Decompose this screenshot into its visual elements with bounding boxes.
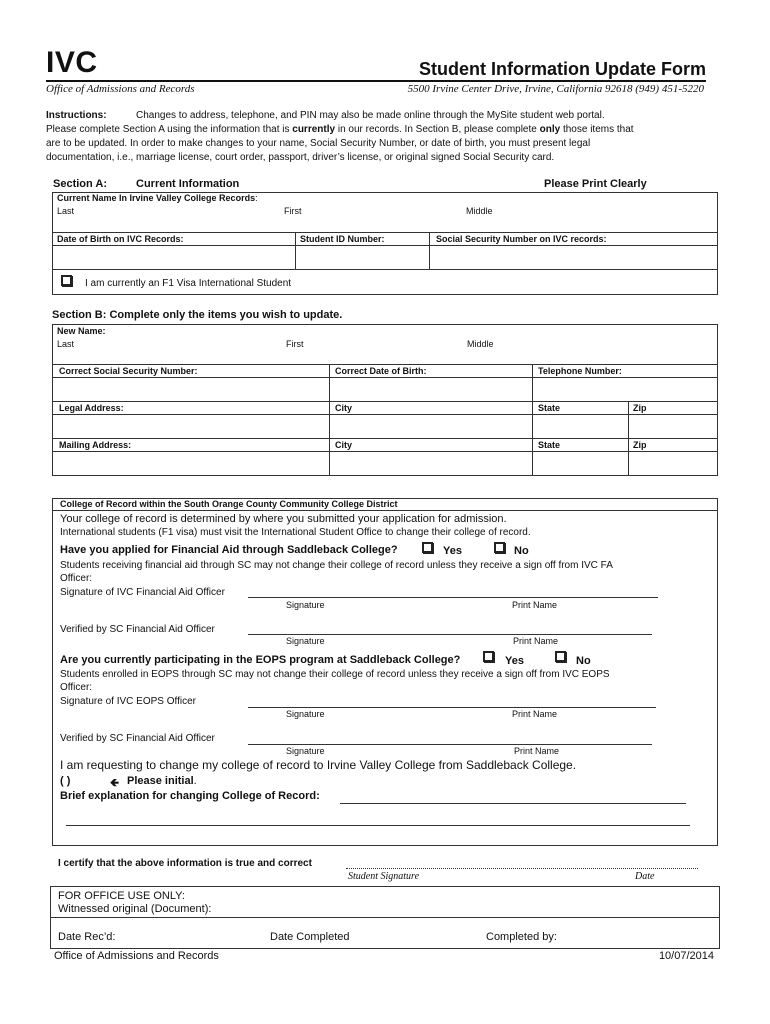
mailing-city-label: City (335, 440, 353, 450)
mailing-address-label: Mailing Address: (59, 440, 132, 450)
legal-zip-label: Zip (633, 403, 647, 413)
mailing-zip-field[interactable] (629, 452, 718, 475)
mailing-zip-label: Zip (633, 440, 647, 450)
completed-by-label: Completed by: (486, 931, 557, 943)
ivc-fa-officer-label: Signature of IVC Financial Aid Officer (60, 587, 225, 598)
college-record-line1: Your college of record is determined by where you submitted your application for admission. (60, 513, 507, 525)
correct-dob-label: Correct Date of Birth: (335, 366, 427, 376)
legal-zip-field[interactable] (629, 415, 718, 437)
ivc-eops-signature-caption: Signature (286, 709, 325, 719)
mailing-city-field[interactable] (330, 452, 531, 475)
student-id-field[interactable] (296, 246, 429, 268)
ivc-fa-signature-caption: Signature (286, 600, 325, 610)
please-initial-label: Please initial. (127, 775, 197, 787)
fa-yes-label: Yes (443, 545, 462, 557)
fa-question: Have you applied for Financial Aid through Saddleback College? (60, 544, 398, 556)
telephone-label: Telephone Number: (538, 366, 622, 376)
mailing-state-field[interactable] (533, 452, 627, 475)
new-middle-label: Middle (467, 339, 494, 349)
legal-address-field[interactable] (52, 415, 328, 437)
sc-eops-signature-caption: Signature (286, 746, 325, 756)
current-name-field[interactable] (52, 218, 718, 230)
dob-label: Date of Birth on IVC Records: (57, 234, 184, 244)
date-caption: Date (635, 871, 655, 882)
footer-office: Office of Admissions and Records (54, 950, 219, 962)
section-a-title: Current Information (136, 178, 240, 190)
witnessed-label: Witnessed original (Document): (58, 903, 212, 915)
fa-no-checkbox[interactable] (494, 542, 505, 553)
instructions-line2: Please complete Section A using the information that is currently in our records. In Section B, please complete only those items that (46, 124, 634, 135)
fa-no-label: No (514, 545, 529, 557)
telephone-field[interactable] (533, 378, 718, 400)
eops-no-label: No (576, 655, 591, 667)
ivc-logo: IVC (46, 46, 98, 79)
f1-visa-checkbox[interactable] (61, 275, 72, 286)
instructions-line1: Changes to address, telephone, and PIN may also be made online through the MySite student web portal. (136, 110, 605, 121)
brief-explanation-line2[interactable] (66, 825, 690, 826)
header-rule (46, 80, 706, 82)
sc-fa-printname-caption: Print Name (513, 636, 559, 646)
current-name-label: Current Name In Irvine Valley College Records: (57, 193, 258, 203)
ivc-eops-printname-caption: Print Name (512, 709, 558, 719)
legal-city-field[interactable] (330, 415, 531, 437)
date-completed-label: Date Completed (270, 931, 350, 943)
eops-yes-label: Yes (505, 655, 524, 667)
form-title: Student Information Update Form (419, 59, 706, 79)
eops-note-line2: Officer: (60, 682, 93, 693)
certify-statement: I certify that the above information is true and correct (58, 858, 312, 869)
sc-fa-signature-caption: Signature (286, 636, 325, 646)
office-use-title: FOR OFFICE USE ONLY: (58, 890, 185, 902)
legal-state-label: State (538, 403, 561, 413)
student-signature-caption: Student Signature (348, 871, 420, 882)
footer-date: 10/07/2014 (658, 950, 714, 962)
sc-fa-signature-line[interactable] (248, 634, 652, 635)
fa-yes-checkbox[interactable] (422, 542, 433, 553)
sc-eops-officer-label: Verified by SC Financial Aid Officer (60, 733, 215, 744)
f1-visa-label: I am currently an F1 Visa International Student (85, 278, 292, 289)
fa-note-line2: Officer: (60, 573, 93, 584)
ssn-label: Social Security Number on IVC records: (436, 234, 607, 244)
brief-explanation-line1[interactable] (340, 803, 686, 804)
correct-dob-field[interactable] (330, 378, 531, 400)
current-middle-label: Middle (466, 206, 493, 216)
legal-city-label: City (335, 403, 353, 413)
student-signature-line[interactable] (346, 868, 698, 869)
instructions-line3: are to be updated. In order to make changes to your name, Social Security Number, or date of birth, you must present legal (46, 138, 591, 149)
fa-note-line1: Students receiving financial aid through SC may not change their college of record unless they receive a sign off from IVC FA (60, 560, 613, 571)
ivc-eops-signature-line[interactable] (248, 707, 656, 708)
ivc-fa-printname-caption: Print Name (512, 600, 558, 610)
correct-ssn-field[interactable] (52, 378, 328, 400)
mailing-state-label: State (538, 440, 561, 450)
legal-address-label: Legal Address: (59, 403, 124, 413)
new-first-label: First (286, 339, 304, 349)
ivc-eops-officer-label: Signature of IVC EOPS Officer (60, 696, 196, 707)
section-a-heading: Section A: (53, 178, 107, 190)
office-address: 5500 Irvine Center Drive, Irvine, California 92618 (949) 451-5220 (407, 83, 704, 95)
eops-no-checkbox[interactable] (555, 651, 566, 662)
ivc-fa-signature-line[interactable] (248, 597, 658, 598)
date-recd-label: Date Rec’d: (58, 931, 116, 943)
legal-state-field[interactable] (533, 415, 627, 437)
initial-field[interactable]: ( ) (60, 775, 71, 787)
print-clearly: Please Print Clearly (544, 178, 647, 190)
dob-field[interactable] (52, 246, 295, 268)
instructions-line4: documentation, i.e., marriage license, court order, passport, driver’s license, or original signed Social Security card. (46, 152, 555, 163)
correct-ssn-label: Correct Social Security Number: (59, 366, 198, 376)
eops-question: Are you currently participating in the EOPS program at Saddleback College? (60, 654, 461, 666)
new-name-label: New Name: (57, 326, 106, 336)
mailing-address-field[interactable] (52, 452, 328, 475)
ssn-field[interactable] (430, 246, 718, 268)
college-record-heading: College of Record within the South Orange County Community College District (60, 499, 398, 509)
instructions-label: Instructions: (46, 110, 107, 121)
new-last-label: Last (57, 339, 75, 349)
sc-fa-officer-label: Verified by SC Financial Aid Officer (60, 624, 215, 635)
brief-explanation-label: Brief explanation for changing College of Record: (60, 790, 320, 802)
eops-yes-checkbox[interactable] (483, 651, 494, 662)
section-b-heading: Section B: Complete only the items you wish to update. (52, 309, 343, 321)
sc-eops-signature-line[interactable] (248, 744, 652, 745)
sc-eops-printname-caption: Print Name (514, 746, 560, 756)
current-last-label: Last (57, 206, 75, 216)
arrow-left-icon: 🡸 (110, 777, 119, 789)
student-id-label: Student ID Number: (300, 234, 385, 244)
office-name: Office of Admissions and Records (46, 83, 195, 95)
current-first-label: First (284, 206, 302, 216)
college-record-line2: International students (F1 visa) must visit the International Student Office to change their college of record. (60, 527, 531, 538)
request-statement: I am requesting to change my college of record to Irvine Valley College from Saddleback College. (60, 758, 577, 772)
new-name-field[interactable] (52, 350, 718, 363)
eops-note-line1: Students enrolled in EOPS through SC may not change their college of record unless they receive a sign off from IVC EOPS (60, 669, 610, 680)
